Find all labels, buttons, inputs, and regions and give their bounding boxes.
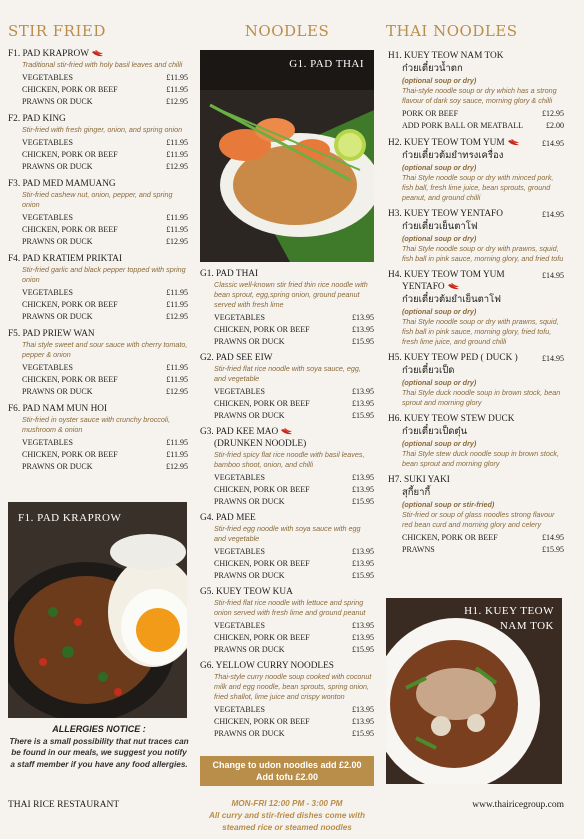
price-row-price: £15.95 [352,645,374,654]
hours-text: MON-FRI 12:00 PM - 3:00 PM [231,799,343,808]
thai-name: ก๋วยเตี๋ยวต้มยำเย็นตาโฟ [402,294,501,305]
item-option: (optional soup or dry) [402,307,477,316]
chili-icon [447,283,460,291]
price-row-label: VEGETABLES [22,288,73,297]
price-row-label: PRAWNS OR DUCK [214,729,285,738]
price-row-label: CHICKEN, PORK OR BEEF [22,150,118,159]
item-name [200,586,374,598]
item-header [388,208,564,234]
item-name [8,253,190,265]
item-price: £14.95 [542,354,564,363]
item-price: £14.95 [542,139,564,148]
price-row [22,236,188,248]
price-row-price: £15.95 [352,729,374,738]
item-name [388,269,505,281]
chili-icon [507,139,520,147]
price-row [22,96,188,108]
thai-noodles-column [386,0,576,46]
price-row-label: CHICKEN, PORK OR BEEF [22,85,118,94]
price-row-price: £13.95 [352,473,374,482]
price-row-label: VEGETABLES [214,621,265,630]
price-row-label: PORK OR BEEF [402,109,459,118]
price-row-label: PRAWNS [402,545,435,554]
price-row-price: £13.95 [352,717,374,726]
price-row-price: £2.00 [546,121,564,130]
price-list [388,532,564,556]
price-list [8,437,190,473]
item-name-text: H6. KUEY TEOW STEW DUCK [388,414,515,424]
udon-banner [200,756,374,786]
price-row-price: £13.95 [352,399,374,408]
price-row [214,716,374,728]
price-row-price: £13.95 [352,485,374,494]
price-row-label: PRAWNS OR DUCK [22,97,93,106]
menu-item [388,50,564,132]
price-row [214,546,374,558]
opening-hours [198,798,376,834]
nam-tok-caption-line1: H1. KUEY TEOW [464,605,554,617]
item-name [200,660,374,672]
menu-item [8,253,190,323]
price-row-price: £13.95 [352,621,374,630]
price-row-price: £11.95 [166,450,188,459]
price-row-price: £11.95 [166,138,188,147]
price-row [22,386,188,398]
website-link[interactable]: www.thairicegroup.com [472,800,564,810]
price-row-label: PRAWNS OR DUCK [22,312,93,321]
thai-name: ก๋วยเตี๋ยวเย็นตาโฟ [402,221,478,232]
price-row-label: VEGETABLES [22,438,73,447]
price-row [214,410,374,422]
price-row [22,137,188,149]
item-name [388,137,520,149]
item-subtitle: (DRUNKEN NOODLE) [214,439,307,449]
price-row-label: VEGETABLES [214,473,265,482]
price-list [200,472,374,508]
item-name-text: YENTAFO [402,282,445,292]
item-name-text: H7. SUKI YAKI [388,475,450,485]
item-name [200,268,374,280]
item-title-block [388,269,505,307]
item-name-text: G1. PAD THAI [200,269,259,279]
item-name-text: F6. PAD NAM MUN HOI [8,404,108,414]
price-row-price: £15.95 [352,337,374,346]
item-header [388,137,564,163]
item-name-text: F1. PAD KRAPROW [8,49,90,59]
item-name-text: H4. KUEY TEOW TOM YUM [388,270,505,280]
price-row [22,374,188,386]
price-row [214,398,374,410]
price-row-price: £11.95 [166,300,188,309]
price-row-label: PRAWNS OR DUCK [22,387,93,396]
price-row-price: £15.95 [352,411,374,420]
price-row [22,224,188,236]
item-description: Stir-fried flat rice noodle with soya sauce, egg, and vegetable [214,364,361,383]
item-description: Thai Style noodle soup or dry with minced pork, fish ball, fresh lime juice, bean sprouts, ground peanut, and ground chilli [402,173,554,202]
price-row-label: VEGETABLES [214,705,265,714]
item-description: Stir-fried flat rice noodle with lettuce and spring onion served with fresh lime and ground peanut [214,598,366,617]
item-description: Stir-fried or soup of glass noodles strong flavour red bean curd and morning glory and celery [402,510,555,529]
item-option: (optional soup or dry) [402,439,477,448]
item-name [388,474,450,486]
price-row [214,386,374,398]
item-option: (optional soup or dry) [402,163,477,172]
item-name-text: F3. PAD MED MAMUANG [8,179,116,189]
item-title-block [388,50,503,76]
menu-item [388,474,564,556]
pad-kraprow-caption: F1. PAD KRAPROW [18,512,122,524]
item-name-line2 [388,281,505,293]
price-row-label: CHICKEN, PORK OR BEEF [214,559,310,568]
price-row-price: £11.95 [166,85,188,94]
item-title-block [388,474,450,500]
item-name-text: G3. PAD KEE MAO [200,427,279,437]
allergy-text: There is a small possibility that nut traces can be found in our meals, we suggest you notify a staff member if you have any food allergies. [9,736,189,769]
thai-name: ก๋วยเตี๋ยวเป็ดตุ๋น [402,426,468,437]
price-list [8,72,190,108]
menu-item [8,113,190,173]
stir-fried-column [8,0,190,478]
price-row-label: VEGETABLES [22,213,73,222]
price-list [200,546,374,582]
price-row [402,544,564,556]
price-row-label: CHICKEN, PORK OR BEEF [214,399,310,408]
price-row-price: £11.95 [166,288,188,297]
item-name-text: F2. PAD KING [8,114,66,124]
price-row [22,299,188,311]
item-description: Thai Style stew duck noodle soup in brown stock, bean sprout and morning glory [402,449,560,468]
price-row-price: £14.95 [542,533,564,542]
price-row-price: £11.95 [166,73,188,82]
thai-noodles-heading: THAI NOODLES [386,22,518,40]
price-row [22,149,188,161]
price-row [214,324,374,336]
noodles-column [198,0,376,46]
udon-line: Change to udon noodles add £2.00 [212,760,362,770]
price-row [402,532,564,544]
pad-thai-photo [200,50,374,262]
price-row [402,108,564,120]
price-row-price: £12.95 [166,237,188,246]
price-row-price: £15.95 [352,497,374,506]
item-option: (optional soup or stir-fried) [402,500,495,509]
item-name-text: G5. KUEY TEOW KUA [200,587,293,597]
price-row-label: CHICKEN, PORK OR BEEF [214,633,310,642]
chili-icon [91,50,104,58]
thai-noodles-list [388,48,564,561]
thai-name: สุกี้ยากี้ [402,487,431,498]
price-row [22,161,188,173]
price-row-label: VEGETABLES [22,138,73,147]
item-name [388,208,503,220]
item-name [8,113,190,125]
price-row-price: £11.95 [166,150,188,159]
price-row [214,484,374,496]
price-list [200,312,374,348]
item-description: Stir-fried in oyster sauce with crunchy broccoli, mushroom & onion [22,415,171,434]
price-row-price: £13.95 [352,325,374,334]
item-name-text: H1. KUEY TEOW NAM TOK [388,51,504,61]
price-row-label: PRAWNS OR DUCK [214,645,285,654]
price-row-label: VEGETABLES [214,547,265,556]
price-row [22,287,188,299]
item-description: Thai style sweet and sour sauce with cherry tomato, pepper & onion [22,340,188,359]
price-row-label: CHICKEN, PORK OR BEEF [22,375,118,384]
item-name [200,512,374,524]
price-list [8,212,190,248]
nam-tok-photo [386,598,562,784]
item-name [8,403,190,415]
item-title-block [388,413,514,439]
thai-name: ก๋วยเตี๋ยวต้มยำทรงเครื่อง [402,150,504,161]
menu-item [8,178,190,248]
stir-fried-list [8,48,190,473]
price-row-label: PRAWNS OR DUCK [214,571,285,580]
item-title-block [388,208,503,234]
price-list [8,287,190,323]
price-row-label: PRAWNS OR DUCK [214,497,285,506]
item-header [388,413,564,439]
item-option: (optional soup or dry) [402,234,477,243]
item-name-text: H3. KUEY TEOW YENTAFO [388,209,503,219]
price-row-label: CHICKEN, PORK OR BEEF [22,225,118,234]
menu-item [8,403,190,473]
price-row-label: CHICKEN, PORK OR BEEF [22,300,118,309]
item-name [388,50,503,62]
item-description: Traditional stir-fried with holy basil leaves and chilli [22,60,183,69]
rice-note: All curry and stir-fried dishes come with steamed rice or steamed noodles [208,811,366,832]
price-row [402,120,564,132]
item-name-text: G2. PAD SEE EIW [200,353,273,363]
price-row-price: £13.95 [352,705,374,714]
price-row-label: CHICKEN, PORK OR BEEF [22,450,118,459]
item-price: £14.95 [542,271,564,280]
item-title-block [388,352,518,378]
price-list [8,362,190,398]
price-row-price: £13.95 [352,313,374,322]
price-row-price: £12.95 [166,462,188,471]
chili-icon [280,428,293,436]
price-row-price: £12.95 [166,387,188,396]
price-row-price: £12.95 [166,312,188,321]
menu-item [388,413,564,469]
price-row [214,632,374,644]
price-row-label: ADD PORK BALL OR MEATBALL [402,121,524,130]
price-row [214,620,374,632]
menu-item [200,426,374,508]
price-row [214,336,374,348]
price-row-price: £12.95 [166,162,188,171]
item-description: Thai Style noodle soup or dry with prawns, squid, fish ball in pink sauce, morning glory, fried tofu, fresh lime juice, and ground chilli [402,317,559,346]
price-row-price: £12.95 [542,109,564,118]
price-row-label: CHICKEN, PORK OR BEEF [402,533,498,542]
menu-item [388,208,564,264]
menu-item [388,137,564,203]
price-row-price: £12.95 [166,97,188,106]
price-row [22,362,188,374]
price-row-price: £13.95 [352,547,374,556]
price-row-price: £13.95 [352,559,374,568]
item-option: (optional soup or dry) [402,378,477,387]
price-row-label: VEGETABLES [22,73,73,82]
price-row-price: £15.95 [542,545,564,554]
item-description: Classic well-known stir fried thin rice noodle with bean sprout, egg,spring onion, ground peanut served with fresh lime [214,280,368,309]
menu-item [8,328,190,398]
price-row [22,72,188,84]
pad-kraprow-photo [8,502,187,718]
menu-item [200,660,374,740]
menu-item [200,586,374,656]
item-header [388,474,564,500]
menu-item [200,352,374,422]
price-row-label: VEGETABLES [214,387,265,396]
item-description: Thai Style noodle soup or dry with prawns, squid, fish ball in pink sauce, morning glory, and fried tofu [402,244,564,263]
stir-fried-heading: STIR FRIED [8,22,106,40]
thai-name: ก๋วยเตี๋ยวน้ำตก [402,63,463,74]
menu-item [8,48,190,108]
allergy-title: ALLERGIES NOTICE : [52,724,146,734]
price-row-price: £13.95 [352,387,374,396]
price-row-price: £11.95 [166,363,188,372]
item-description: Stir-fried spicy flat rice noodle with basil leaves, bamboo shoot, onion, and chilli [214,450,365,469]
item-description: Thai-style curry noodle soup cooked with coconut milk and egg noodle, bean sprouts, spring onion, fried shallot, lime juice and crispy wonton [214,672,372,701]
price-row-label: PRAWNS OR DUCK [22,462,93,471]
price-row-label: VEGETABLES [214,313,265,322]
price-row-label: CHICKEN, PORK OR BEEF [214,717,310,726]
price-row-label: PRAWNS OR DUCK [214,337,285,346]
item-name-text: F5. PAD PRIEW WAN [8,329,95,339]
price-row-label: VEGETABLES [22,363,73,372]
price-row [22,311,188,323]
item-name [8,48,190,60]
item-description: Thai Style duck noodle soup in brown stock, bean sprout and morning glory [402,388,561,407]
price-row-label: PRAWNS OR DUCK [22,237,93,246]
item-name [388,352,518,364]
item-name [388,413,514,425]
nam-tok-caption-line2: NAM TOK [499,620,554,632]
price-row-price: £13.95 [352,633,374,642]
item-price: £14.95 [542,210,564,219]
item-title-block [388,137,520,163]
item-name [8,178,190,190]
pad-thai-image [200,50,374,262]
menu-item [388,352,564,408]
item-name [8,328,190,340]
noodles-heading: NOODLES [244,22,330,40]
price-row-label: CHICKEN, PORK OR BEEF [214,325,310,334]
price-row-price: £15.95 [352,571,374,580]
price-row [214,728,374,740]
allergy-notice [8,724,190,770]
item-description: Stir-fried cashew nut, onion, pepper, and spring onion [22,190,173,209]
restaurant-name: THAI RICE RESTAURANT [8,800,120,810]
item-header [388,50,564,76]
item-description: Stir-fried with fresh ginger, onion, and spring onion [22,125,183,134]
price-row [214,644,374,656]
price-row [22,437,188,449]
price-list [200,704,374,740]
price-list [200,386,374,422]
footer [0,796,584,839]
menu-item [200,512,374,582]
item-name-text: H2. KUEY TEOW TOM YUM [388,138,505,148]
item-name-text: F4. PAD KRATIEM PRIKTAI [8,254,123,264]
price-row [214,704,374,716]
item-name [200,426,374,438]
nam-tok-caption [464,604,554,634]
price-row [22,84,188,96]
item-description: Stir-fried egg noodle with soya sauce with egg and vegetable [214,524,361,543]
price-row-label: CHICKEN, PORK OR BEEF [214,485,310,494]
price-row [22,461,188,473]
item-header [388,352,564,378]
item-description: Thai-style noodle soup or dry which has a strong flavour of dark soy sauce, morning glory & chilli [402,86,557,105]
menu-item [388,269,564,347]
price-row [214,558,374,570]
price-row-price: £11.95 [166,438,188,447]
price-row [214,496,374,508]
item-option: (optional soup or dry) [402,76,477,85]
item-description: Stir-fried garlic and black pepper topped with spring onion [22,265,186,284]
price-row-label: PRAWNS OR DUCK [22,162,93,171]
thai-name: ก๋วยเตี๋ยวเป็ด [402,365,455,376]
price-row [214,570,374,582]
price-list [8,137,190,173]
price-row [214,312,374,324]
price-row [214,472,374,484]
noodles-list [200,266,374,744]
price-row-label: PRAWNS OR DUCK [214,411,285,420]
item-name [200,352,374,364]
price-row [22,212,188,224]
menu-item [200,268,374,348]
price-list [200,620,374,656]
price-row-price: £11.95 [166,213,188,222]
tofu-line: Add tofu £2.00 [255,772,318,782]
pad-thai-caption: G1. PAD THAI [289,58,364,70]
price-row-price: £11.95 [166,375,188,384]
pad-kraprow-image [8,502,187,718]
price-row-price: £11.95 [166,225,188,234]
item-name-text: H5. KUEY TEOW PED ( DUCK ) [388,353,518,363]
item-name-text: G6. YELLOW CURRY NOODLES [200,661,334,671]
item-header [388,269,564,307]
item-name-text: G4. PAD MEE [200,513,256,523]
price-list [388,108,564,132]
price-row [22,449,188,461]
